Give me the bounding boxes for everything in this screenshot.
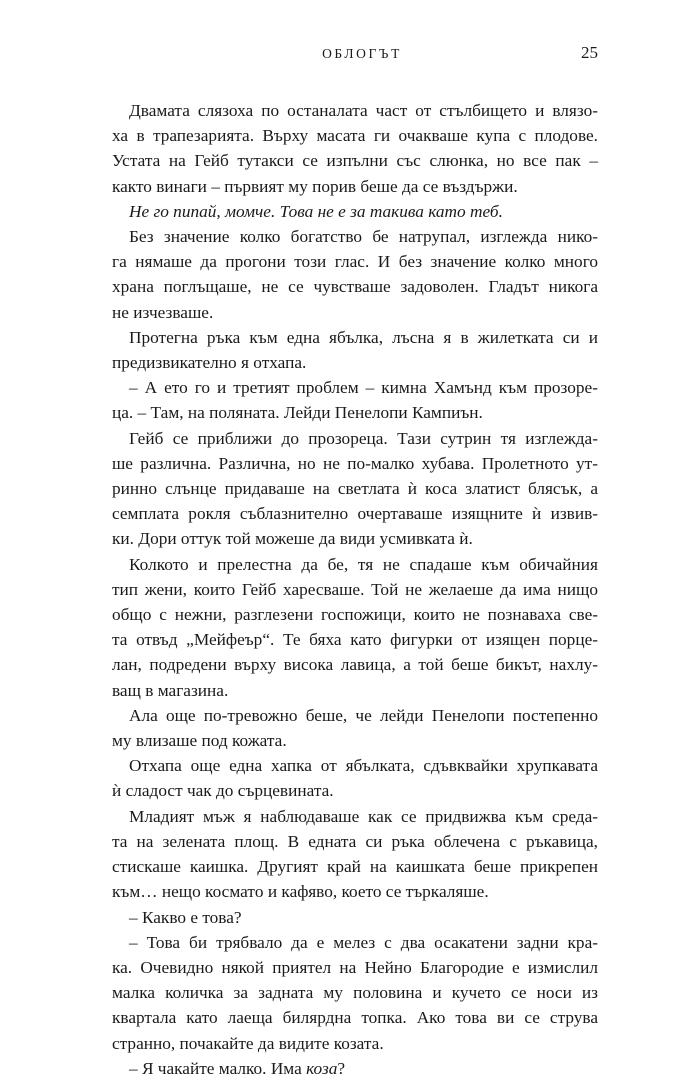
running-title: ОБЛОГЪТ — [322, 46, 402, 61]
text-line: Ала още по-тревожно беше, че лейди Пенелопи постепенно — [129, 705, 598, 725]
text-line: Отхапа още една хапка от ябълката, сдъвквайки хрупкавата — [129, 756, 598, 776]
paragraph — [112, 426, 598, 552]
paragraph — [112, 1056, 598, 1081]
text-line: му влизаше под кожата. — [112, 731, 287, 751]
text-line: към… нещо косматo и кафяво, което се търкаляше. — [112, 882, 489, 902]
body-text — [112, 98, 598, 1081]
text-line: Протегна ръка към една ябълка, лъсна я в жилетката си и — [129, 327, 598, 347]
paragraph — [112, 375, 598, 425]
text-line: та на зелената площ. В едната си ръка облечена с ръкавица, — [112, 831, 598, 851]
text-line: – Това би трябвало да е мелез с два осакатени задни кра- — [129, 932, 598, 952]
trailing-punctuation: ? — [337, 1058, 346, 1078]
page-number: 25 — [581, 43, 598, 62]
text-line: Не го пипай, момче. Това не е за такива като теб. — [129, 201, 503, 221]
paragraph — [112, 224, 598, 325]
text-line: Младият мъж я наблюдаваше как се придвижва към среда- — [129, 806, 598, 826]
text-line: храна поглъщаше, не се чувстваше задоволен. Гладът никога — [112, 277, 598, 297]
italic-word: коза — [306, 1058, 338, 1078]
text-line: предизвикателно я отхапа. — [112, 353, 307, 373]
text-line: лан, подредени върху висока лавица, а той беше бикът, нахлу- — [112, 655, 598, 675]
text-line: Колкото и прелестна да бе, тя не спадаше към обичайния — [129, 554, 598, 574]
paragraph — [112, 703, 598, 753]
text-line: стискаше каишка. Другият край на каишката беше прикрепен — [112, 857, 598, 877]
text-line: та отвъд „Мейфеър“. Те бяха като фигурки от изящен порце- — [112, 630, 598, 650]
text-line: ѝ сладост чак до сърцевината. — [112, 781, 334, 801]
text-line: не изчезваше. — [112, 302, 214, 322]
text-line: както винаги – първият му порив беше да се въздържи. — [112, 176, 518, 196]
text-line: странно, почакайте да видите козата. — [112, 1033, 384, 1053]
text-line: га нямаше да прогони този глас. И без значение колко много — [112, 252, 598, 272]
paragraph — [112, 905, 598, 930]
text-line: малка количка за задната му половина и кучето се носи из — [112, 983, 598, 1003]
paragraph — [112, 753, 598, 803]
paragraph — [112, 199, 598, 224]
page-header — [112, 43, 598, 70]
text-line: ха в трапезарията. Върху масата ги очакваше купа с плодове. — [112, 126, 598, 146]
text-line: тип жени, които Гейб харесваше. Той не желаеше да има нищо — [112, 579, 598, 599]
paragraph — [112, 325, 598, 375]
paragraph — [112, 804, 598, 905]
text-line: – Какво е това? — [129, 907, 242, 927]
paragraph — [112, 552, 598, 703]
text-line: ващ в магазина. — [112, 680, 229, 700]
text-line: ки. Дори оттук той можеше да види усмивката ѝ. — [112, 529, 473, 549]
text-line: Гейб се приближи до прозореца. Тази сутрин тя изглежда- — [129, 428, 598, 448]
text-line: семплата рокля съблазнително очертаваше изящните ѝ извив- — [112, 504, 598, 524]
text-line: ше различна. Различна, но не по-малко хубава. Пролетното ут- — [112, 453, 598, 473]
text-line: Устата на Гейб тутакси се изпълни със слюнка, но все пак – — [112, 151, 598, 171]
text-line: – Я чакайте малко. Има коза? — [129, 1058, 346, 1078]
paragraph — [112, 98, 598, 199]
text-line: Без значение колко богатство бе натрупал, изглежда нико- — [129, 227, 598, 247]
paragraph — [112, 930, 598, 1056]
text-line: квартала като лаеща билярдна топка. Ако това ви се струва — [112, 1008, 598, 1028]
text-line: Двамата слязоха по останалата част от стълбището и влязо- — [129, 101, 598, 120]
text-line: ца. – Там, на поляната. Лейди Пенелопи Кампиън. — [112, 403, 483, 423]
text-line: – А ето го и третият проблем – кимна Хамънд към прозоре- — [129, 378, 598, 398]
text-line: общо с нежни, разглезени госпожици, които не познаваха све- — [112, 605, 598, 625]
text-line: ринно слънце придаваше на светлата ѝ коса златист блясък, а — [112, 479, 598, 499]
text-line: ка. Очевидно някой приятел на Нейно Благородие е измислил — [112, 957, 598, 977]
